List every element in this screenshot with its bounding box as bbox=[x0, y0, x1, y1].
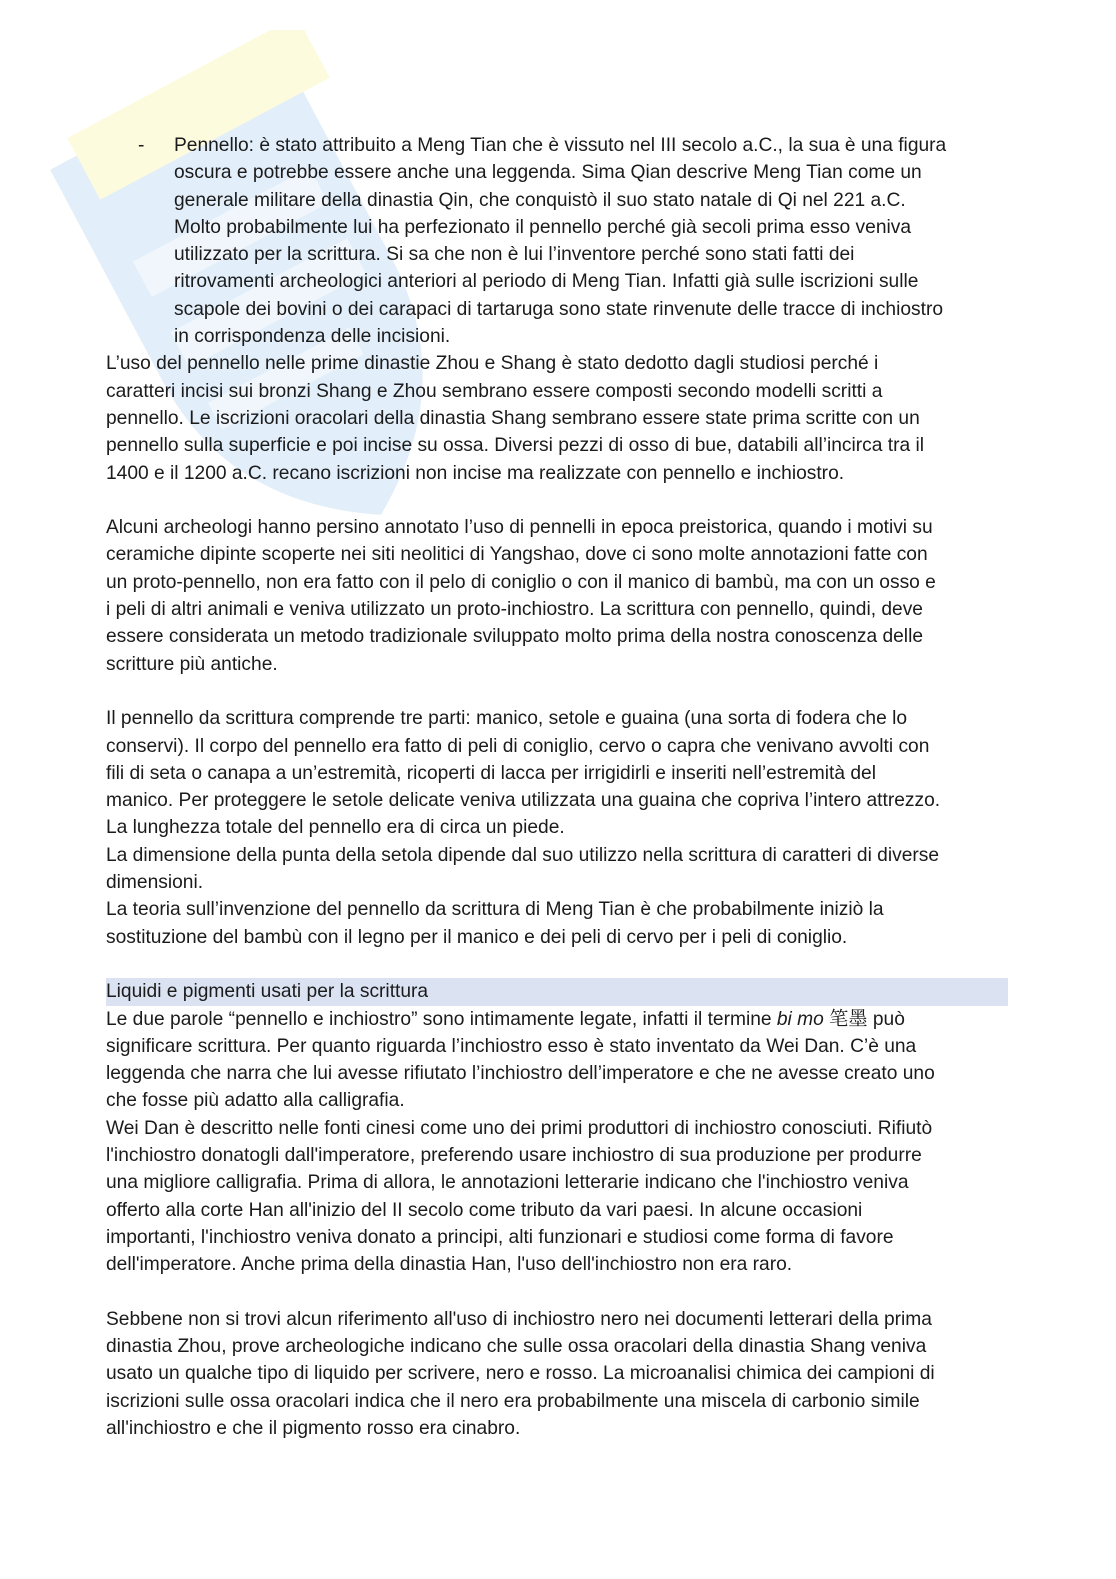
paragraph-line: Sebbene non si trovi alcun riferimento all'uso di inchiostro nero nei documenti letterari della prima bbox=[106, 1308, 932, 1330]
paragraph-line: leggenda che narra che lui avesse rifiutato l’inchiostro dell’imperatore e che ne avesse creato uno bbox=[106, 1063, 935, 1085]
italic-term: bi mo bbox=[776, 1008, 824, 1030]
paragraph-line bbox=[106, 1006, 1008, 1033]
bullet-line: Molto probabilmente lui ha perfezionato il pennello perché già secoli prima esso veniva bbox=[174, 216, 912, 238]
paragraph-line: La teoria sull’invenzione del pennello da scrittura di Meng Tian è che probabilmente iniziò la bbox=[106, 899, 884, 921]
paragraph-line: L’uso del pennello nelle prime dinastie Zhou e Shang è stato dedotto dagli studiosi perché i bbox=[106, 353, 879, 375]
paragraph-line: sostituzione del bambù con il legno per il manico e dei peli di cervo per i peli di coniglio. bbox=[106, 926, 848, 948]
paragraph-line: una migliore calligrafia. Prima di allora, le annotazioni letterarie indicano che l'inchiostro veniva bbox=[106, 1172, 909, 1194]
paragraph-line: un proto-pennello, non era fatto con il pelo di coniglio o con il manico di bambù, ma con un osso e bbox=[106, 571, 936, 593]
paragraph-line: 1400 e il 1200 a.C. recano iscrizioni non incise ma realizzate con pennello e inchiostro. bbox=[106, 462, 845, 484]
paragraph-line: caratteri incisi sui bronzi Shang e Zhou sembrano essere composti secondo modelli scritti a bbox=[106, 380, 883, 402]
paragraph-line: essere considerata un metodo tradizionale sviluppato molto prima della nostra conoscenza delle bbox=[106, 626, 924, 648]
bullet-line: in corrispondenza delle incisioni. bbox=[174, 326, 451, 348]
paragraph-line: Wei Dan è descritto nelle fonti cinesi come uno dei primi produttori di inchiostro conosciuti. Rifiutò bbox=[106, 1117, 933, 1139]
paragraph-gap bbox=[106, 1278, 1008, 1305]
text-run: 笔墨 può bbox=[823, 1008, 905, 1030]
paragraph-line: usato un qualche tipo di liquido per scrivere, nero e rosso. La microanalisi chimica dei campioni di bbox=[106, 1363, 935, 1385]
bullet-item-pennello bbox=[106, 132, 1008, 350]
paragraph-line: La lunghezza totale del pennello era di circa un piede. bbox=[106, 817, 565, 839]
paragraph-line: dell'imperatore. Anche prima della dinastia Han, l'uso dell'inchiostro non era raro. bbox=[106, 1254, 793, 1276]
paragraph-gap bbox=[106, 487, 1008, 514]
paragraph-gap bbox=[106, 951, 1008, 978]
paragraph-line: significare scrittura. Per quanto riguarda l’inchiostro esso è stato inventato da Wei Dan. C’è una bbox=[106, 1035, 917, 1057]
paragraph-line: conservi). Il corpo del pennello era fatto di peli di coniglio, cervo o capra che venivano avvolti con bbox=[106, 735, 930, 757]
paragraph-line: i peli di altri animali e veniva utilizzato un proto-inchiostro. La scrittura con pennello, quindi, deve bbox=[106, 599, 923, 621]
paragraph-line: dinastia Zhou, prove archeologiche indicano che sulle ossa oracolari della dinastia Shang veniva bbox=[106, 1336, 927, 1358]
paragraph-line: dimensioni. bbox=[106, 872, 204, 894]
paragraph-line: iscrizioni sulle ossa oracolari indica che il nero era probabilmente una miscela di carbonio simile bbox=[106, 1390, 920, 1412]
paragraph-line: pennello sulla superficie e poi incise su ossa. Diversi pezzi di osso di bue, databili all’incirca tra il bbox=[106, 435, 925, 457]
section-heading: Liquidi e pigmenti usati per la scrittura bbox=[106, 978, 1008, 1005]
paragraph-line: importanti, l'inchiostro veniva donato a principi, alti funzionari e studiosi come forma di favore bbox=[106, 1226, 894, 1248]
bullet-dash: - bbox=[138, 135, 145, 156]
paragraph-inchiostro bbox=[106, 1006, 1008, 1279]
paragraph-line: Il pennello da scrittura comprende tre parti: manico, setole e guaina (una sorta di fodera che lo bbox=[106, 708, 908, 730]
paragraph-archeologi bbox=[106, 514, 1008, 678]
paragraph-line: scritture più antiche. bbox=[106, 653, 278, 675]
bullet-line: scapole dei bovini o dei carapaci di tartaruga sono state rinvenute delle tracce di inchiostro bbox=[174, 298, 944, 320]
bullet-line: ritrovamenti archeologici anteriori al periodo di Meng Tian. Infatti già sulle iscrizioni sulle bbox=[174, 271, 919, 293]
bullet-line: Pennello: è stato attribuito a Meng Tian che è vissuto nel III secolo a.C., la sua è una figura bbox=[174, 135, 947, 156]
paragraph-line: manico. Per proteggere le setole delicate veniva utilizzata una guaina che copriva l’intero attrezzo. bbox=[106, 790, 941, 812]
paragraph-line: La dimensione della punta della setola dipende dal suo utilizzo nella scrittura di caratteri di diverse bbox=[106, 844, 940, 866]
bullet-line: generale militare della dinastia Qin, che conquistò il suo stato natale di Qi nel 221 a.C. bbox=[174, 189, 906, 211]
paragraph-pennello-parti bbox=[106, 705, 1008, 951]
paragraph-line: fili di seta o canapa a un’estremità, ricoperti di lacca per irrigidirli e inseriti nell’estremità del bbox=[106, 762, 876, 784]
bullet-line: oscura e potrebbe essere anche una leggenda. Sima Qian descrive Meng Tian come un bbox=[174, 162, 922, 184]
paragraph-gap bbox=[106, 678, 1008, 705]
paragraph-line: all'inchiostro e che il pigmento rosso era cinabro. bbox=[106, 1417, 521, 1439]
text-run: Le due parole “pennello e inchiostro” sono intimamente legate, infatti il termine bbox=[106, 1008, 777, 1030]
paragraph-line: l'inchiostro donatogli dall'imperatore, preferendo usare inchiostro di sua produzione per produrre bbox=[106, 1144, 922, 1166]
paragraph-line: Alcuni archeologi hanno persino annotato l’uso di pennelli in epoca preistorica, quando i motivi su bbox=[106, 517, 933, 539]
paragraph-uso-pennello bbox=[106, 350, 1008, 486]
paragraph-line: pennello. Le iscrizioni oracolari della dinastia Shang sembrano essere state prima scritte con un bbox=[106, 407, 920, 429]
paragraph-line: ceramiche dipinte scoperte nei siti neolitici di Yangshao, dove ci sono molte annotazioni fatte con bbox=[106, 544, 928, 566]
bullet-line: utilizzato per la scrittura. Si sa che non è lui l’inventore perché sono stati fatti dei bbox=[174, 244, 855, 266]
paragraph-line: che fosse più adatto alla calligrafia. bbox=[106, 1090, 405, 1112]
document-body bbox=[106, 132, 1008, 1442]
paragraph-line: offerto alla corte Han all'inizio del II secolo come tributo da vari paesi. In alcune occasioni bbox=[106, 1199, 863, 1221]
paragraph-ossa-oracolari bbox=[106, 1306, 1008, 1442]
